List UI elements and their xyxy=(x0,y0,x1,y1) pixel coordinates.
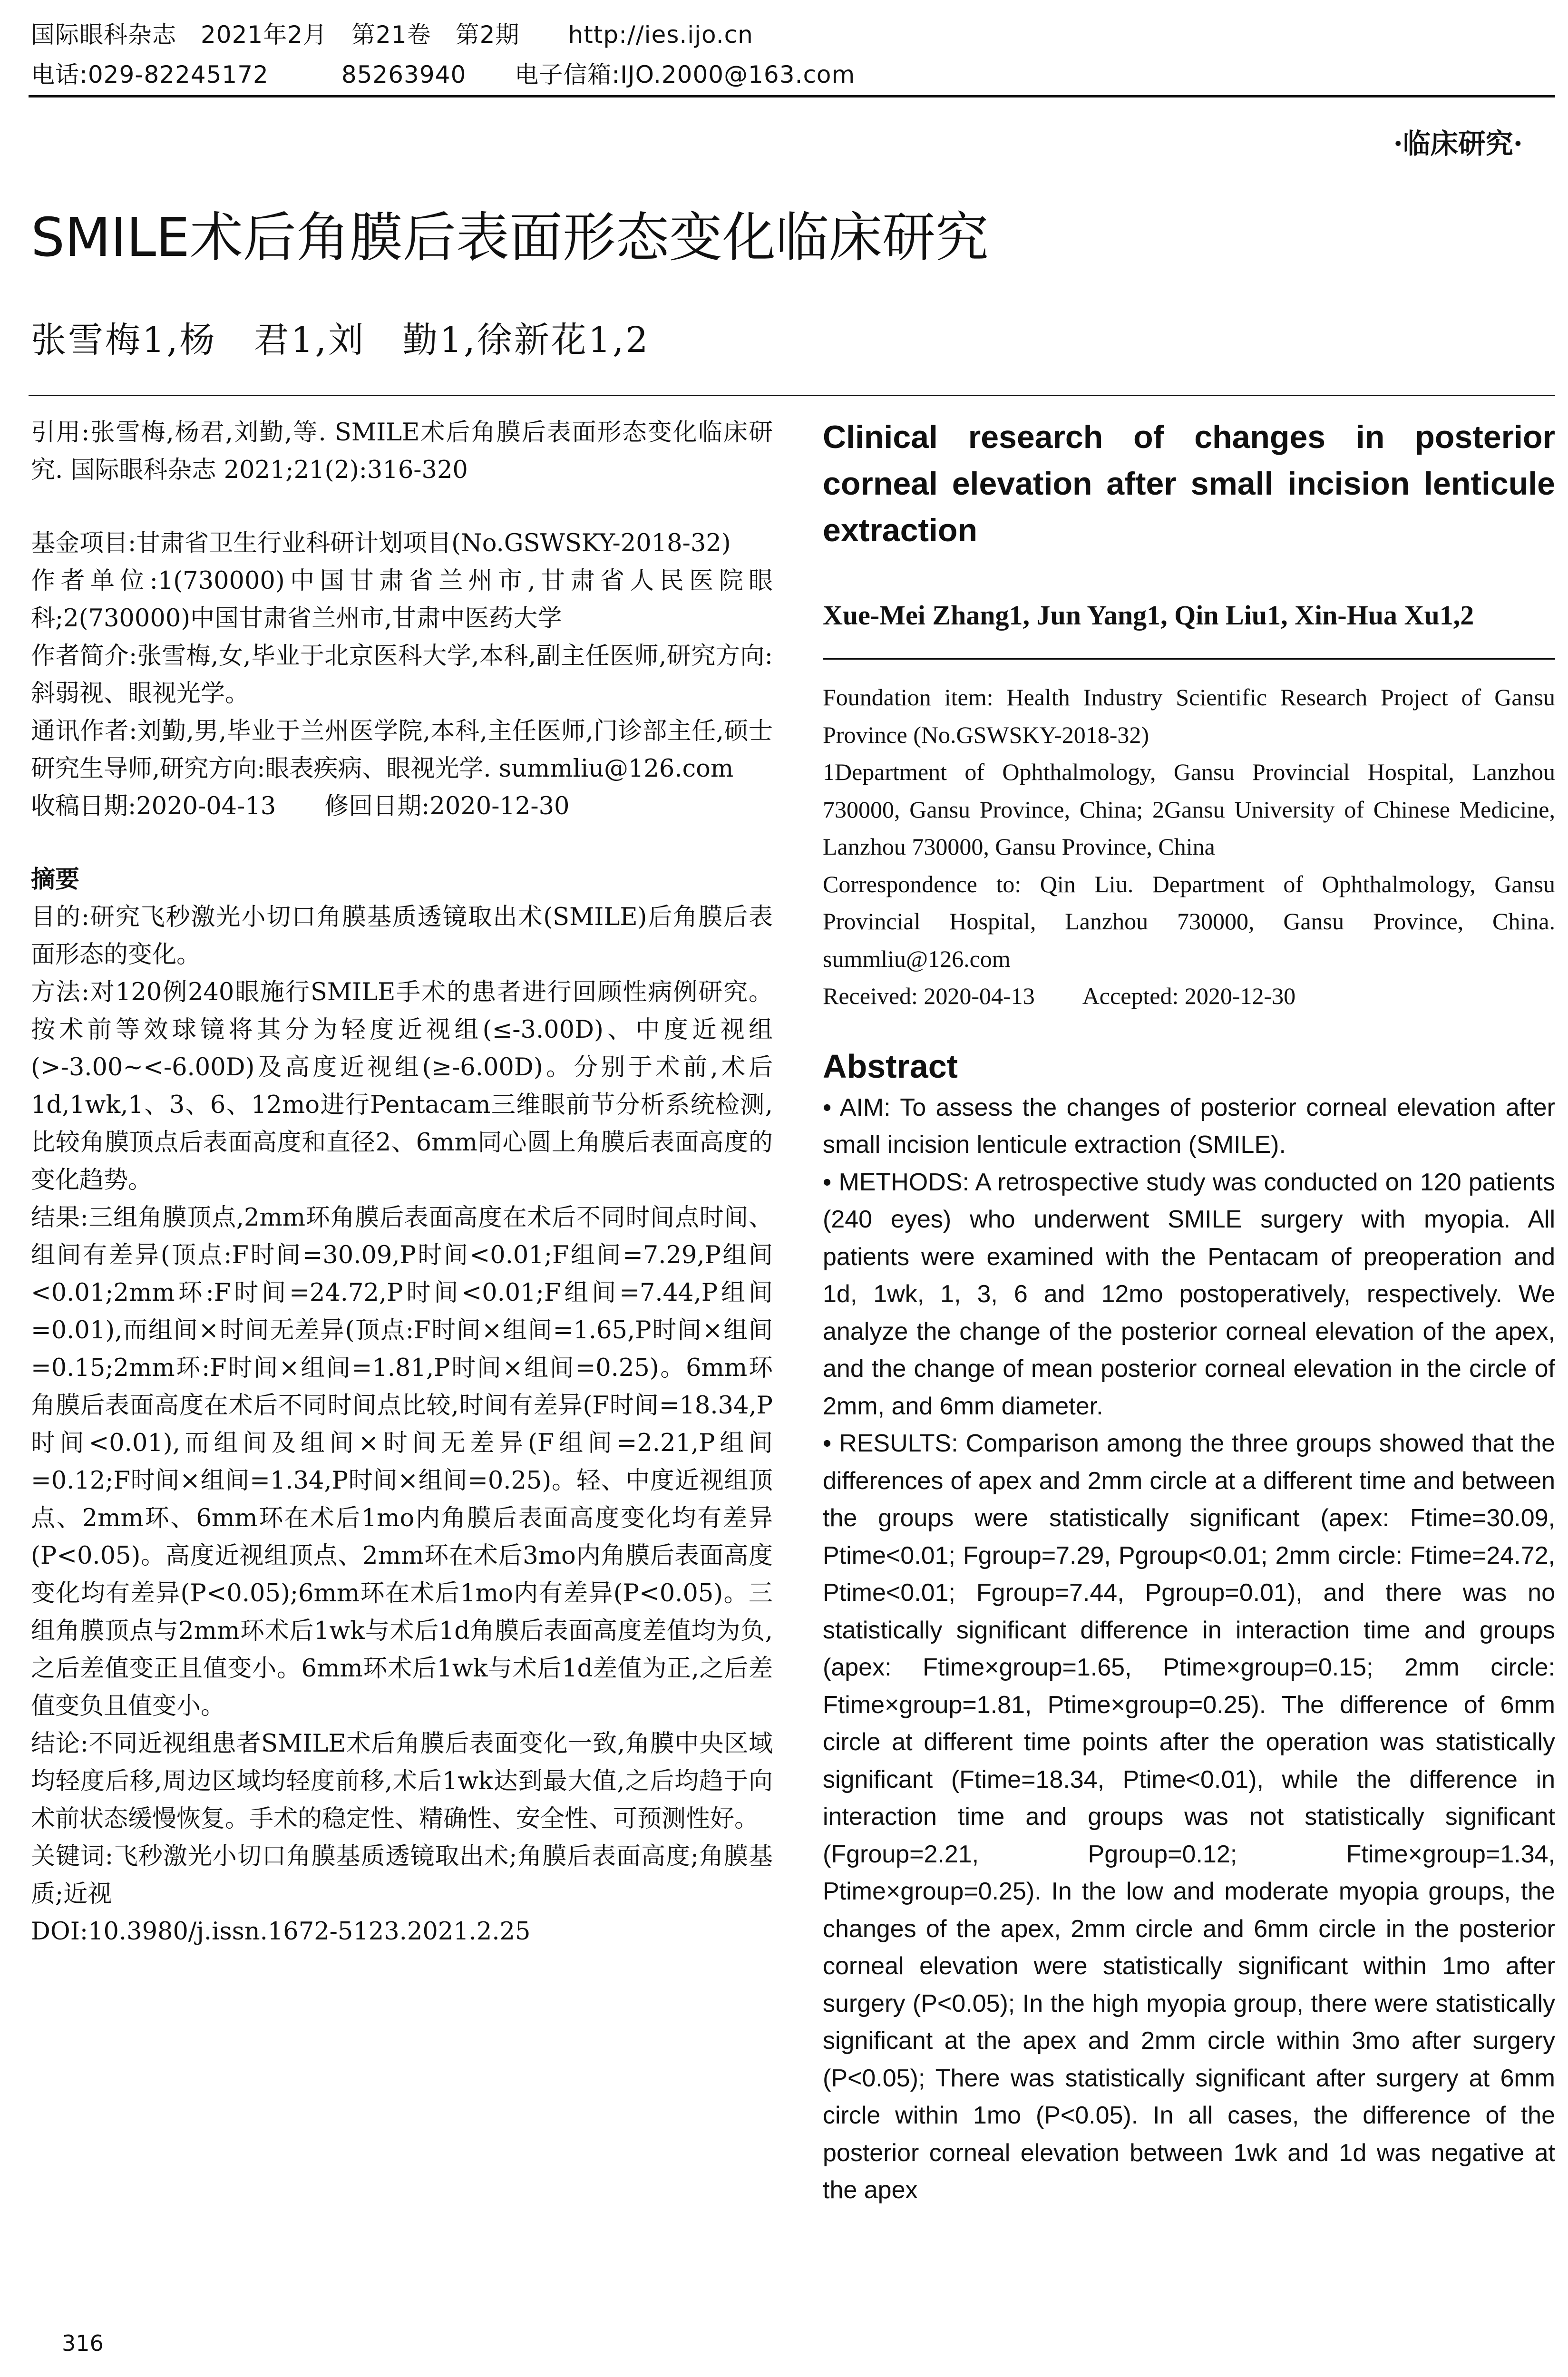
fund-item: 基金项目:甘肃省卫生行业科研计划项目(No.GSWSKY-2018-32) xyxy=(31,529,731,557)
authors-en-rule xyxy=(823,634,1555,660)
header-rule xyxy=(29,95,1555,97)
methods-cn: 方法:对120例240眼施行SMILE手术的患者进行回顾性病例研究。按术前等效球镜将其分为轻度近视组(≤-3.00D)、中度近视组(>-3.00~<-6.00D)及高度近视组(≥-6.00D)。分别于术前,术后1d,1wk,1、3、6、12mo进行Pentacam三维眼前节分析系统检测,比较角膜顶点后表面高度和直径2、6mm同心圆上角膜后表面高度的变化趋势。 xyxy=(31,978,773,1194)
authors-cn xyxy=(31,314,650,366)
right-column xyxy=(823,414,1555,2214)
affiliation-en: 1Department of Ophthalmology, Gansu Provincial Hospital, Lanzhou 730000, Gansu Province, China; 2Gansu University of Chinese Medicine, Lanzhou 730000, Gansu Province, China xyxy=(823,759,1555,860)
methods-en: • METHODS: A retrospective study was conducted on 120 patients (240 eyes) who underwent SMILE surgery with myopia. All patients were examined with the Pentacam of preoperation and 1d, 1wk, 1, 3, 6 and 12mo postoperatively, respectively. We analyze the change of the posterior corneal elevation of the apex, and the change of mean posterior corneal elevation in the circle of 2mm, and 6mm diameter. xyxy=(823,1168,1555,1420)
author-intro: 作者简介:张雪梅,女,毕业于北京医科大学,本科,副主任医师,研究方向:斜弱视、眼视光学。 xyxy=(31,642,773,708)
correspondence-cn: 通讯作者:刘勤,男,毕业于兰州医学院,本科,主任医师,门诊部主任,硕士研究生导师,研究方向:眼表疾病、眼视光学. summliu@126.com xyxy=(31,717,773,783)
section-tag: ·临床研究· xyxy=(1393,127,1523,160)
journal-header-line1: 国际眼科杂志 2021年2月 第21卷 第2期 http://ies.ijo.cn xyxy=(31,21,753,49)
authors-rule xyxy=(29,395,1555,396)
affiliation-cn: 作者单位:1(730000)中国甘肃省兰州市,甘肃省人民医院眼科;2(730000)中国甘肃省兰州市,甘肃中医药大学 xyxy=(31,567,773,633)
foundation-en: Foundation item: Health Industry Scientific Research Project of Gansu Province (No.GSWSKY-2018-32) xyxy=(823,684,1555,748)
dates-cn: 收稿日期:2020-04-13 修回日期:2020-12-30 xyxy=(31,792,570,820)
dates-en: Received: 2020-04-13 Accepted: 2020-12-30 xyxy=(823,983,1296,1009)
authors-cn-text: 张雪梅1,杨 君1,刘 勤1,徐新花1,2 xyxy=(31,320,650,360)
citation: 引用:张雪梅,杨君,刘勤,等. SMILE术后角膜后表面形态变化临床研究. 国际眼科杂志 2021;21(2):316-320 xyxy=(31,419,773,484)
abstract-heading-en: Abstract xyxy=(823,1047,958,1085)
correspondence-en: Correspondence to: Qin Liu. Department of Ophthalmology, Gansu Provincial Hospital, Lanzhou 730000, Gansu Province, China. summliu@126.com xyxy=(823,870,1555,972)
page-number: 316 xyxy=(62,2330,104,2356)
aim-en: • AIM: To assess the changes of posterior corneal elevation after small incision lenticule extraction (SMILE). xyxy=(823,1093,1555,1159)
doi: DOI:10.3980/j.issn.1672-5123.2021.2.25 xyxy=(31,1918,531,1946)
results-en: • RESULTS: Comparison among the three groups showed that the differences of apex and 2mm circle at a different time and between the groups were statistically significant (apex: Ftime=30.09, Ptime<0.01; Fgroup=7.29, Pgroup<0.01; 2mm circle: Ftime=24.72, Ptime<0.01; Fgroup=7.44, Pgroup=0.01), and there was no statistically significant difference in interaction time and groups (apex: Ftime×group=1.65, Ptime×group=0.15; 2mm circle: Ftime×group=1.81, Ptime×group=0.25). The difference of 6mm circle at different time points after the operation was statistically significant (Ftime=18.34, Ptime<0.01), while the difference in interaction time and groups was not statistically significant (Fgroup=2.21, Pgroup=0.12; Ftime×group=1.34, Ptime×group=0.25). In the low and moderate myopia groups, the changes of the apex, 2mm circle and 6mm circle in the posterior corneal elevation were statistically significant within 1mo after surgery (P<0.05); In the high myopia group, there were statistically significant at the apex and 2mm circle within 3mo after surgery (P<0.05); There was statistically significant after surgery at 6mm circle within 1mo (P<0.05). In all cases, the difference of the posterior corneal elevation between 1wk and 1d was negative at the apex xyxy=(823,1430,1555,2204)
keywords-cn: 关键词:飞秒激光小切口角膜基质透镜取出术;角膜后表面高度;角膜基质;近视 xyxy=(31,1842,773,1908)
journal-header-line2: 电话:029-82245172 85263940 电子信箱:IJO.2000@163.com xyxy=(31,61,856,88)
left-column xyxy=(31,414,773,1950)
objective: 目的:研究飞秒激光小切口角膜基质透镜取出术(SMILE)后角膜后表面形态的变化。 xyxy=(31,903,773,969)
authors-en: Xue-Mei Zhang1, Jun Yang1, Qin Liu1, Xin-Hua Xu1,2 xyxy=(823,600,1474,631)
title-en: Clinical research of changes in posterior corneal elevation after small incision lenticule extraction xyxy=(823,419,1555,548)
conclusion-cn: 结论:不同近视组患者SMILE术后角膜后表面变化一致,角膜中央区域均轻度后移,周边区域均轻度前移,术后1wk达到最大值,之后均趋于向术前状态缓慢恢复。手术的稳定性、精确性、安全性、可预测性好。 xyxy=(31,1730,773,1833)
results-cn: 结果:三组角膜顶点,2mm环角膜后表面高度在术后不同时间点时间、组间有差异(顶点:F时间=30.09,P时间<0.01;F组间=7.29,P组间<0.01;2mm环:F时间=24.72,P时间<0.01;F组间=7.44,P组间=0.01),而组间×时间无差异(顶点:F时间×组间=1.65,P时间×组间=0.15;2mm环:F时间×组间=1.81,P时间×组间=0.25)。6mm环角膜后表面高度在术后不同时间点比较,时间有差异(F时间=18.34,P时间<0.01),而组间及组间×时间无差异(F组间=2.21,P组间=0.12;F时间×组间=1.34,P时间×组间=0.25)。轻、中度近视组顶点、2mm环、6mm环在术后1mo内角膜后表面高度变化均有差异(P<0.05)。高度近视组顶点、2mm环在术后3mo内角膜后表面高度变化均有差异(P<0.05);6mm环在术后1mo内有差异(P<0.05)。三组角膜顶点与2mm环术后1wk与术后1d角膜后表面高度差值均为负,之后差值变正且值变小。6mm环术后1wk与术后1d差值为正,之后差值变负且值变小。 xyxy=(31,1204,773,1720)
abstract-heading-cn: 摘要 xyxy=(31,866,80,894)
page-title: SMILE术后角膜后表面形态变化临床研究 xyxy=(31,207,989,269)
